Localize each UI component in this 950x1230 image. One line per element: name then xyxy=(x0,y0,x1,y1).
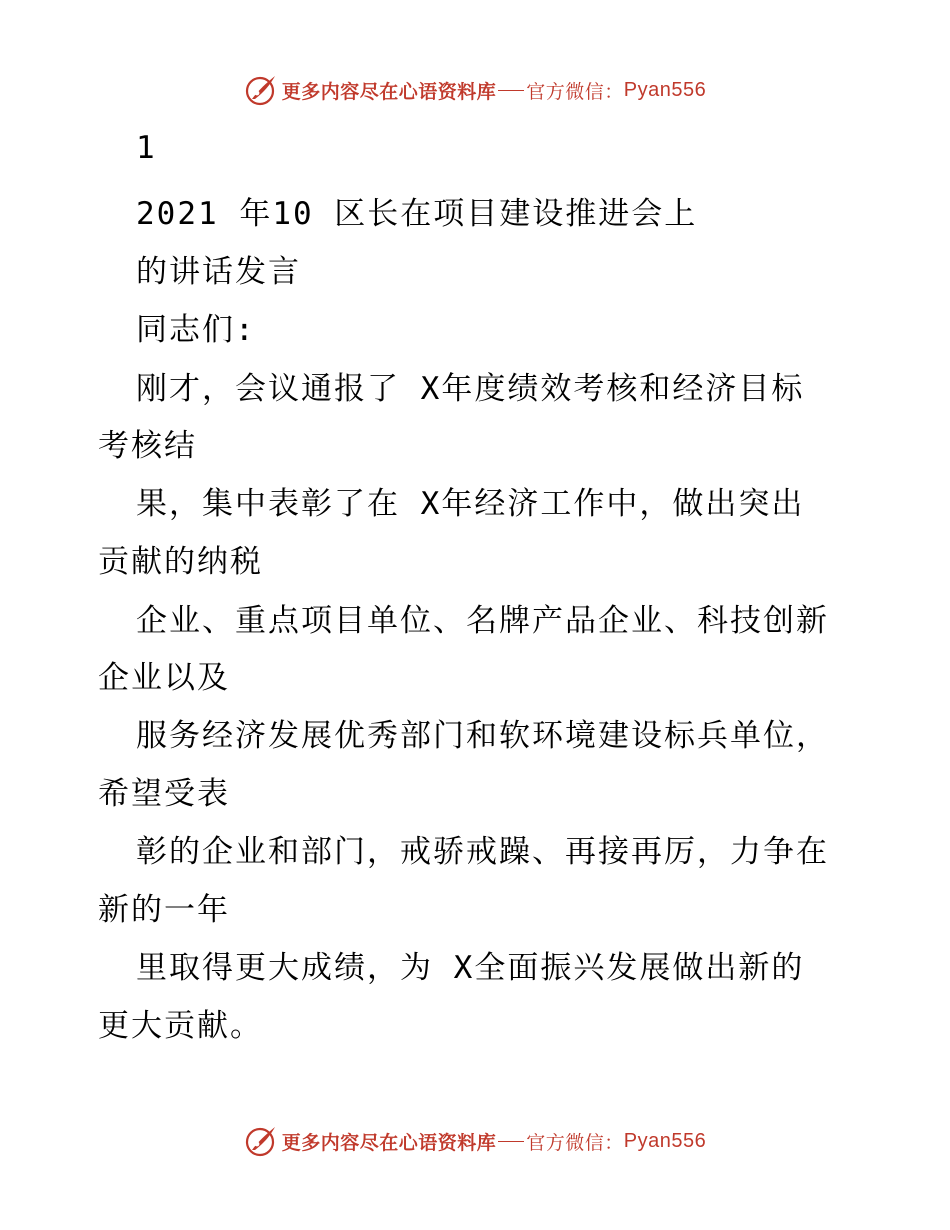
body-line: 企业以及 xyxy=(98,660,230,696)
watermark-sub-text: 官方微信： xyxy=(526,1131,624,1154)
watermark-dash xyxy=(498,90,524,91)
watermark-dash xyxy=(498,1141,524,1142)
quill-logo-icon xyxy=(244,1124,278,1158)
salutation-line: 同志们: xyxy=(136,312,256,348)
page-number-line: 1 xyxy=(136,130,157,166)
body-line: 服务经济发展优秀部门和软环境建设标兵单位， xyxy=(136,718,829,754)
body-line: 里取得更大成绩，为 X全面振兴发展做出新的 xyxy=(136,950,805,986)
watermark-sub-text: 官方微信： xyxy=(526,80,624,103)
body-line: 考核结 xyxy=(98,428,197,464)
title-line-1: 2021 年10 区长在项目建设推进会上 xyxy=(136,196,698,232)
body-line: 企业、重点项目单位、名牌产品企业、科技创新 xyxy=(136,603,829,639)
body-line: 希望受表 xyxy=(98,776,230,812)
watermark-handle: Pyan556 xyxy=(623,78,707,101)
body-line: 彰的企业和部门，戒骄戒躁、再接再厉，力争在 xyxy=(136,834,829,870)
body-line: 更大贡献。 xyxy=(98,1008,263,1044)
body-line: 贡献的纳税 xyxy=(98,544,263,580)
header-watermark xyxy=(0,70,950,110)
watermark-brand-text: 更多内容尽在心语资料库 xyxy=(281,80,497,103)
watermark-brand-text: 更多内容尽在心语资料库 xyxy=(281,1131,497,1154)
title-line-2: 的讲话发言 xyxy=(136,254,301,290)
watermark-handle: Pyan556 xyxy=(623,1129,707,1152)
body-line: 刚才，会议通报了 X年度绩效考核和经济目标 xyxy=(136,371,805,407)
body-line: 果，集中表彰了在 X年经济工作中，做出突出 xyxy=(136,486,805,522)
body-line: 新的一年 xyxy=(98,892,230,928)
footer-watermark xyxy=(0,1121,950,1161)
quill-logo-icon xyxy=(244,73,278,107)
